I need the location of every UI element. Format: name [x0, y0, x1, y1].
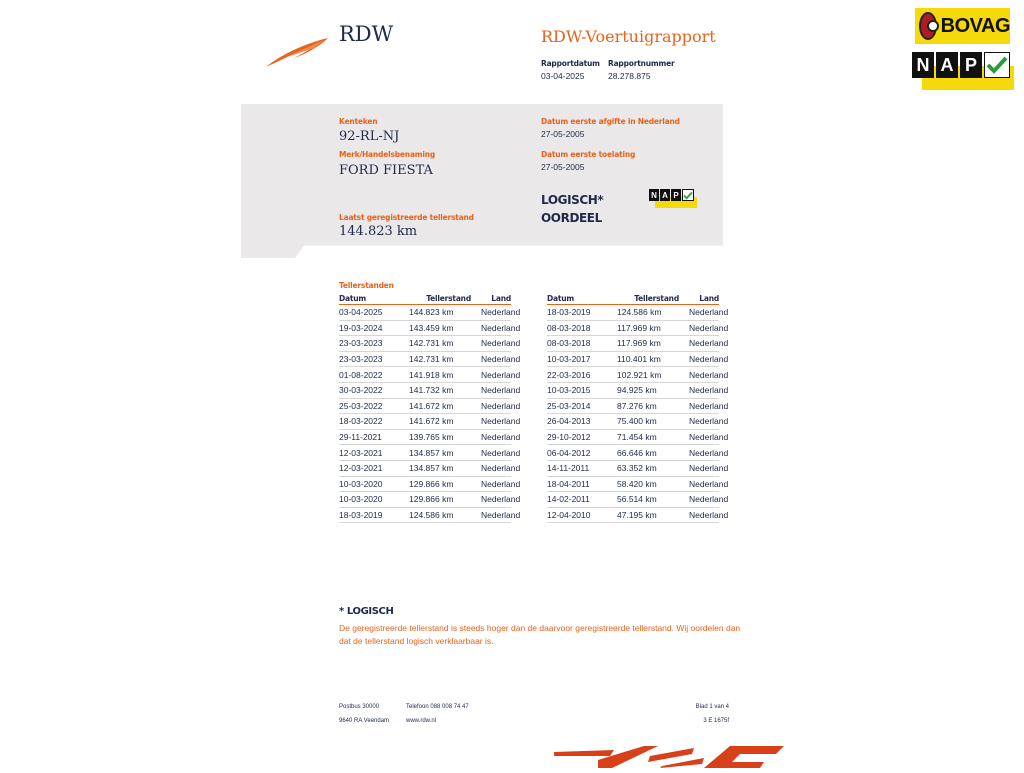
row-odometer: 124.586 km [617, 307, 662, 318]
table-row [547, 336, 729, 352]
nap-badge: N A P [912, 50, 1014, 90]
table-row [339, 399, 521, 415]
make-value: FORD FIESTA [339, 163, 433, 178]
odometer-value: 144.823 km [339, 224, 418, 239]
footer-address2: 9640 RA Veendam [339, 718, 390, 724]
row-date: 18-04-2011 [547, 478, 590, 489]
report-title: RDW-Voertuigrapport [541, 27, 716, 46]
table-row [547, 430, 729, 446]
row-date: 29-11-2021 [339, 432, 382, 443]
table-row [547, 508, 729, 524]
note-text-line2: dat de tellerstand logisch verklaarbaar is. [339, 636, 494, 646]
row-country: Nederland [689, 494, 729, 505]
row-odometer: 63.352 km [617, 463, 657, 474]
footer-phone: Telefoon 088 008 74 47 [406, 704, 469, 710]
row-date: 10-03-2020 [339, 494, 383, 505]
row-country: Nederland [481, 447, 521, 458]
table-row [339, 461, 521, 477]
row-odometer: 56.514 km [617, 494, 657, 505]
make-label: Merk/Handelsbenaming [339, 150, 436, 159]
footer-page: Blad 1 van 4 [695, 704, 729, 710]
col-country: Land [491, 294, 511, 303]
row-country: Nederland [481, 354, 521, 365]
row-odometer: 117.969 km [617, 338, 661, 349]
row-country: Nederland [689, 322, 729, 333]
row-odometer: 117.969 km [617, 322, 661, 333]
table-row [339, 508, 521, 524]
verdict-line1: LOGISCH* [541, 193, 604, 207]
row-country: Nederland [481, 510, 521, 521]
row-date: 26-04-2013 [547, 416, 591, 427]
row-country: Nederland [481, 478, 521, 489]
table-row [547, 352, 729, 368]
row-odometer: 66.646 km [617, 447, 657, 458]
row-date: 06-04-2012 [547, 447, 591, 458]
row-date: 25-03-2014 [547, 400, 591, 411]
note-text-line1: De geregistreerde tellerstand is steeds hoger dan de daarvoor geregistreerde tellerstand. Wij oordelen dan [339, 623, 741, 633]
table-row [339, 305, 521, 321]
table-row [339, 445, 521, 461]
row-country: Nederland [689, 416, 729, 427]
table-row [547, 461, 729, 477]
row-country: Nederland [481, 463, 521, 474]
report-number-label: Rapportnummer [608, 59, 675, 68]
row-country: Nederland [481, 385, 521, 396]
row-date: 23-03-2023 [339, 338, 383, 349]
row-country: Nederland [481, 307, 521, 318]
row-odometer: 142.731 km [409, 354, 454, 365]
col-country: Land [699, 294, 719, 303]
row-country: Nederland [689, 338, 729, 349]
row-odometer: 141.672 km [409, 416, 454, 427]
row-odometer: 94.925 km [617, 385, 657, 396]
row-date: 19-03-2024 [339, 322, 383, 333]
report-date: 03-04-2025 [541, 71, 585, 81]
row-date: 18-03-2022 [339, 416, 383, 427]
row-odometer: 142.731 km [409, 338, 454, 349]
row-odometer: 144.823 km [409, 307, 454, 318]
readings-table-left [339, 291, 521, 523]
row-odometer: 134.857 km [409, 463, 454, 474]
report-date-label: Rapportdatum [541, 59, 600, 68]
col-odometer: Tellerstand [426, 294, 471, 303]
footer-address1: Postbus 30000 [339, 704, 380, 710]
row-date: 14-02-2011 [547, 494, 590, 505]
row-country: Nederland [689, 432, 729, 443]
table-row [547, 477, 729, 493]
bovag-label: BOVAG [940, 14, 1010, 37]
row-date: 08-03-2018 [547, 338, 591, 349]
report-number: 28.278.875 [608, 71, 651, 81]
row-date: 18-03-2019 [339, 510, 383, 521]
row-country: Nederland [689, 385, 729, 396]
footer-stripes-icon [554, 744, 784, 768]
table-row [547, 399, 729, 415]
row-odometer: 124.586 km [409, 510, 454, 521]
plate-label: Kenteken [339, 117, 378, 126]
table-header [339, 291, 511, 305]
vehicle-panel [241, 104, 723, 258]
table-row [547, 383, 729, 399]
row-country: Nederland [689, 463, 729, 474]
table-row [339, 383, 521, 399]
row-date: 12-03-2021 [339, 463, 383, 474]
table-row [339, 367, 521, 383]
row-odometer: 139.765 km [409, 432, 454, 443]
note-title: * LOGISCH [339, 606, 394, 617]
table-row [339, 414, 521, 430]
row-odometer: 102.921 km [617, 369, 662, 380]
checkmark-small-icon [682, 189, 694, 201]
nap-small-badge: N A P [649, 189, 697, 209]
row-odometer: 87.276 km [617, 400, 657, 411]
row-date: 10-03-2020 [339, 478, 383, 489]
row-date: 12-04-2010 [547, 510, 591, 521]
table-row [339, 321, 521, 337]
row-date: 22-03-2016 [547, 369, 591, 380]
row-date: 12-03-2021 [339, 447, 383, 458]
row-date: 23-03-2023 [339, 354, 383, 365]
note-text [339, 622, 741, 648]
verdict [541, 191, 603, 227]
col-date: Datum [547, 294, 575, 303]
row-date: 14-11-2011 [547, 463, 590, 474]
readings-title: Tellerstanden [339, 281, 394, 290]
table-row [339, 352, 521, 368]
table-row [547, 305, 729, 321]
row-odometer: 141.918 km [409, 369, 454, 380]
table-row [339, 336, 521, 352]
rdw-logo-icon [264, 34, 332, 70]
table-row [339, 477, 521, 493]
row-date: 10-03-2015 [547, 385, 591, 396]
table-row [547, 414, 729, 430]
row-date: 01-08-2022 [339, 369, 383, 380]
row-date: 03-04-2025 [339, 307, 383, 318]
org-name: RDW [339, 22, 394, 46]
first-nl-label: Datum eerste afgifte in Nederland [541, 117, 680, 126]
row-country: Nederland [481, 400, 521, 411]
odometer-label: Laatst geregistreerde tellerstand [339, 213, 474, 222]
footer-web: www.rdw.nl [406, 718, 437, 724]
col-date: Datum [339, 294, 367, 303]
checkmark-icon [984, 52, 1010, 78]
table-row [547, 367, 729, 383]
table-row [339, 492, 521, 508]
bovag-logo-icon [919, 12, 937, 40]
row-odometer: 71.454 km [617, 432, 657, 443]
row-country: Nederland [689, 369, 729, 380]
bovag-badge [915, 8, 1010, 44]
row-odometer: 141.732 km [409, 385, 454, 396]
row-date: 25-03-2022 [339, 400, 383, 411]
row-date: 30-03-2022 [339, 385, 383, 396]
row-odometer: 129.866 km [409, 494, 454, 505]
row-country: Nederland [689, 307, 729, 318]
row-country: Nederland [481, 369, 521, 380]
table-row [547, 445, 729, 461]
row-country: Nederland [481, 494, 521, 505]
row-odometer: 75.400 km [617, 416, 657, 427]
row-country: Nederland [689, 447, 729, 458]
row-country: Nederland [481, 322, 521, 333]
first-admit-value: 27-05-2005 [541, 162, 585, 172]
row-country: Nederland [689, 400, 729, 411]
row-country: Nederland [481, 416, 521, 427]
row-odometer: 110.401 km [617, 354, 661, 365]
row-odometer: 58.420 km [617, 478, 657, 489]
footer-code: 3 E 1675f [703, 718, 729, 724]
row-odometer: 134.857 km [409, 447, 454, 458]
first-nl-value: 27-05-2005 [541, 129, 585, 139]
table-header [547, 291, 719, 305]
row-date: 29-10-2012 [547, 432, 591, 443]
readings-table-right [547, 291, 729, 523]
row-date: 18-03-2019 [547, 307, 591, 318]
row-odometer: 143.459 km [409, 322, 454, 333]
row-odometer: 141.672 km [409, 400, 454, 411]
row-odometer: 47.195 km [617, 510, 657, 521]
first-admit-label: Datum eerste toelating [541, 150, 636, 159]
table-row [547, 492, 729, 508]
row-date: 10-03-2017 [547, 354, 591, 365]
row-country: Nederland [689, 354, 729, 365]
row-country: Nederland [481, 338, 521, 349]
row-country: Nederland [689, 478, 729, 489]
row-country: Nederland [481, 432, 521, 443]
table-row [547, 321, 729, 337]
row-date: 08-03-2018 [547, 322, 591, 333]
plate-value: 92-RL-NJ [339, 129, 400, 144]
table-row [339, 430, 521, 446]
verdict-line2: OORDEEL [541, 211, 602, 225]
row-odometer: 129.866 km [409, 478, 454, 489]
col-odometer: Tellerstand [634, 294, 679, 303]
row-country: Nederland [689, 510, 729, 521]
